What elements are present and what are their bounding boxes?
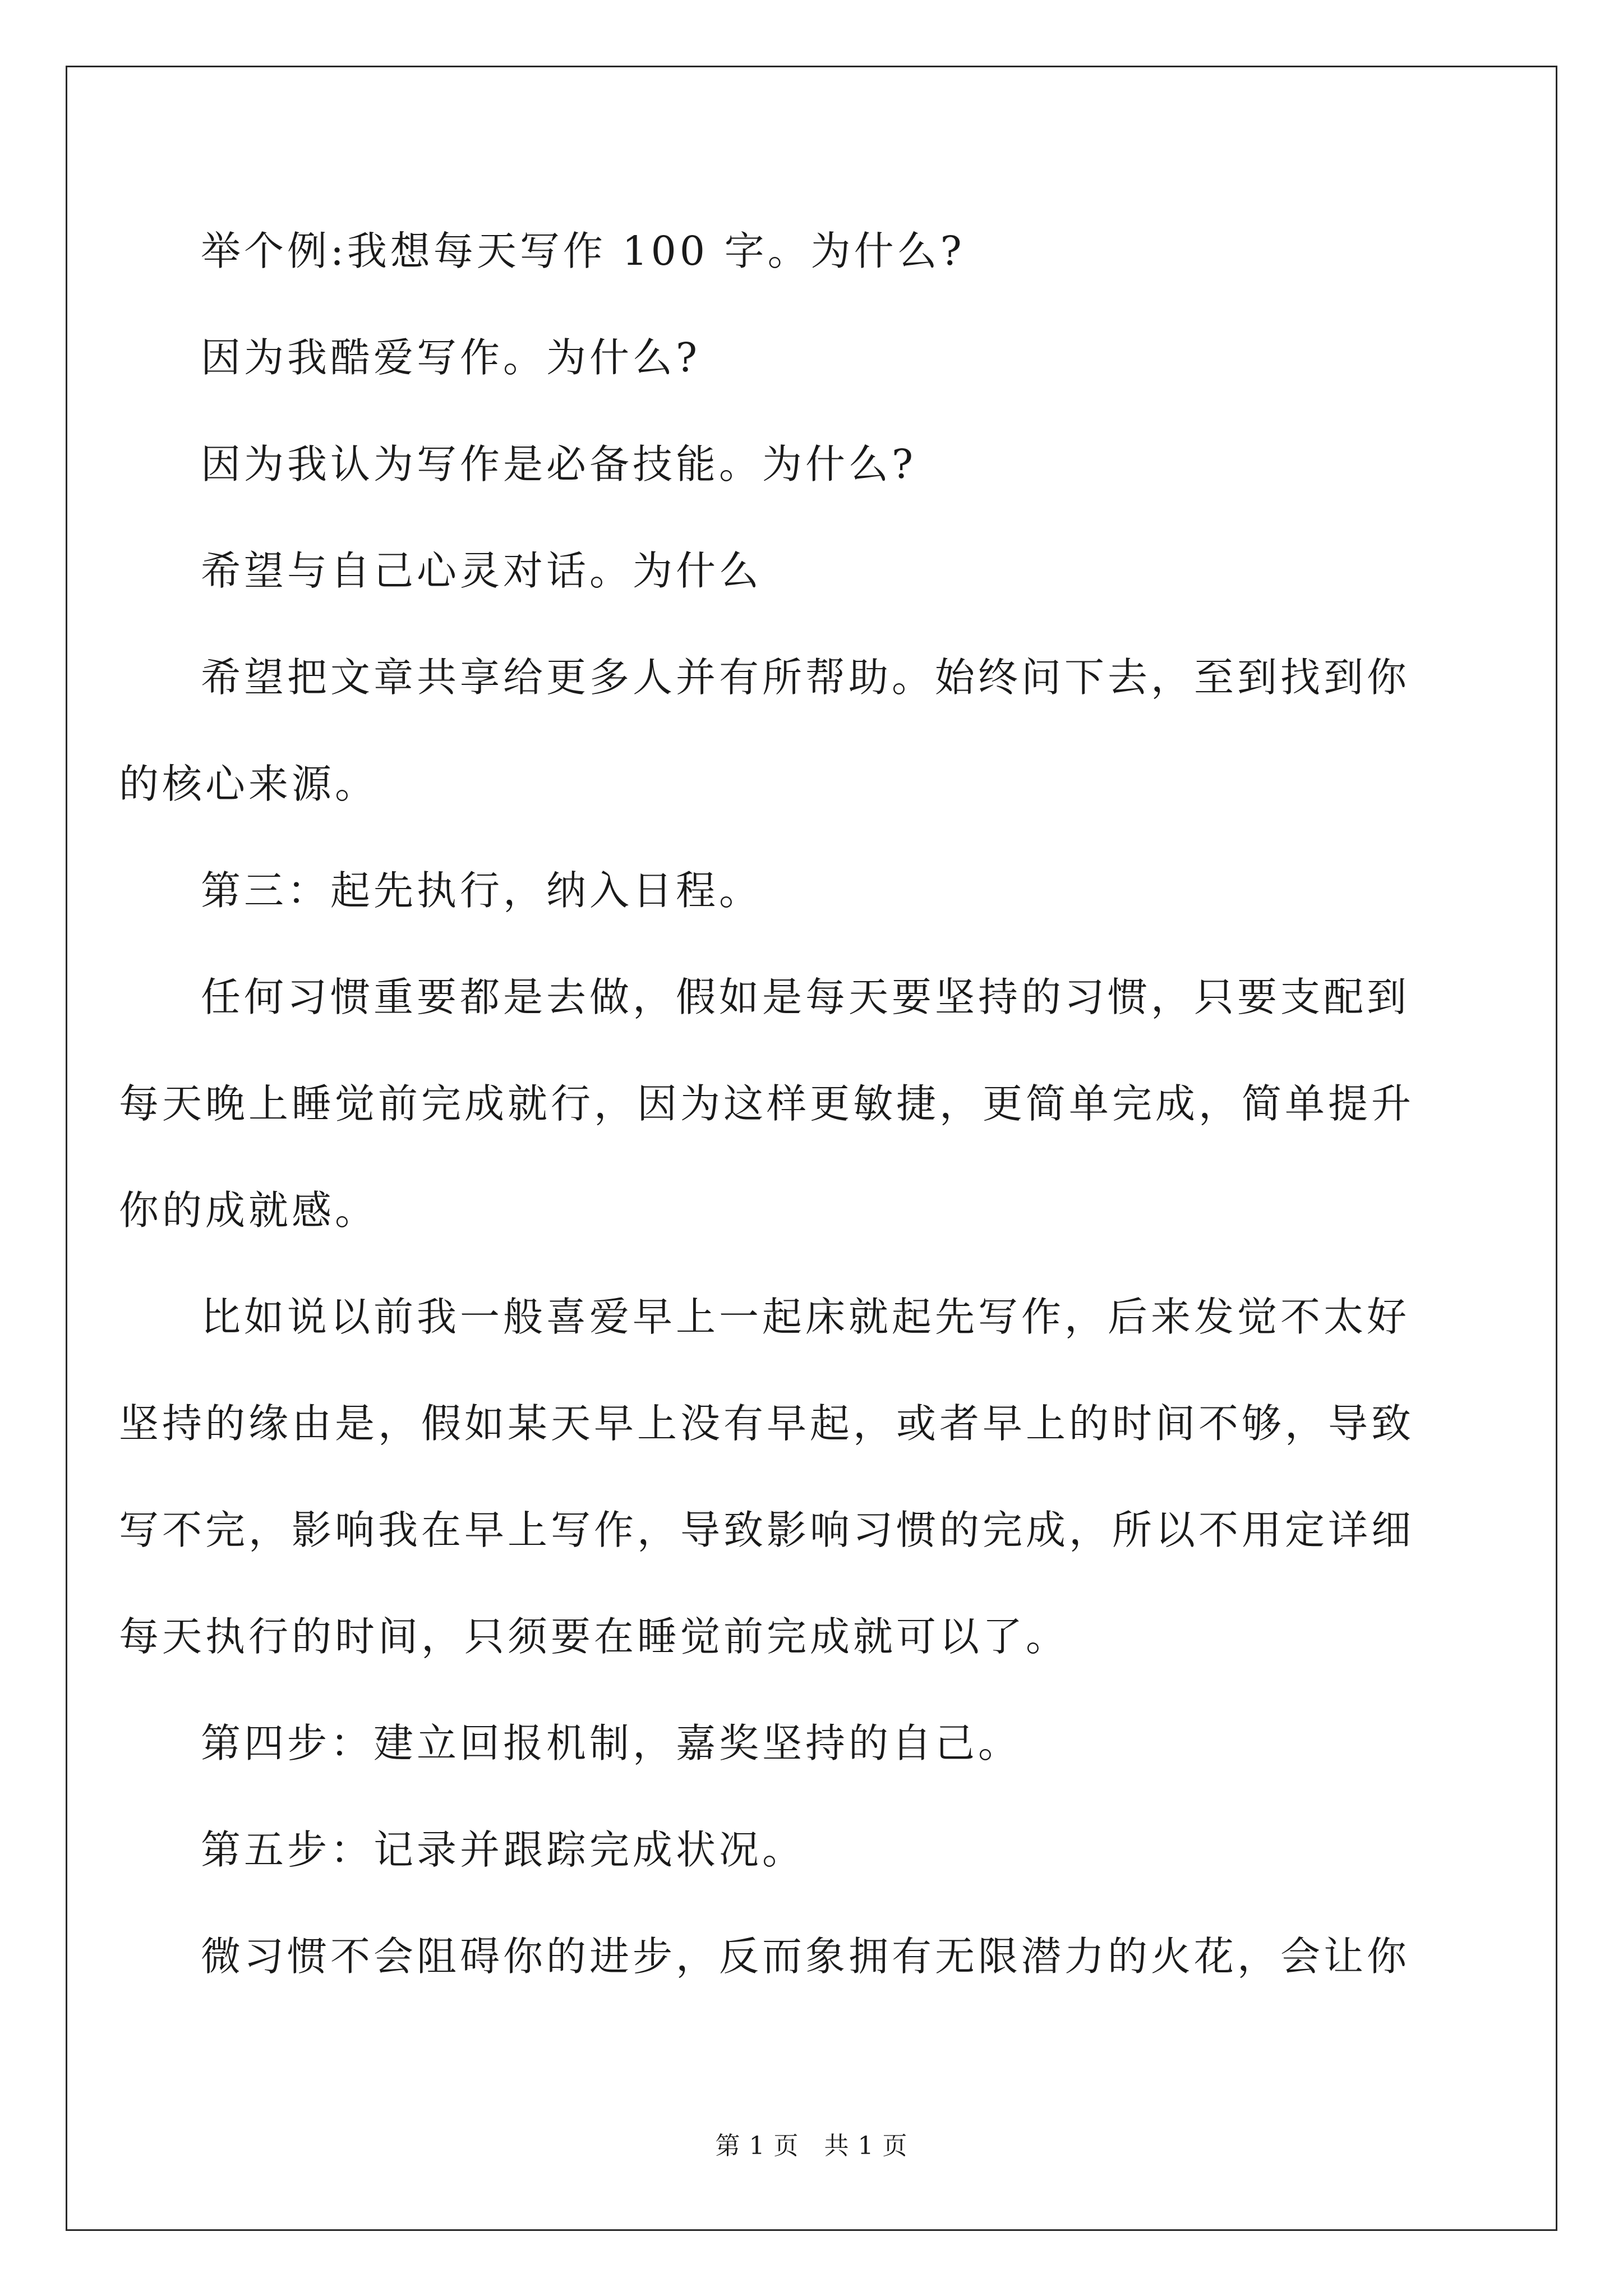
paragraph-line: 坚持的缘由是，假如某天早上没有早起，或者早上的时间不够，导致 <box>119 1400 1415 1447</box>
paragraph-line: 希望与自己心灵对话。为什么 <box>201 547 763 594</box>
paragraph-line: 因为我认为写作是必备技能。为什么? <box>201 441 917 487</box>
paragraph-line: 比如说以前我一般喜爱早上一起床就起先写作，后来发觉不太好 <box>201 1294 1410 1340</box>
paragraph-line: 写不完，影响我在早上写作，导致影响习惯的完成，所以不用定详细 <box>119 1507 1415 1553</box>
paragraph-line: 每天执行的时间，只须要在睡觉前完成就可以了。 <box>119 1613 1069 1660</box>
paragraph-line: 第四步：建立回报机制，嘉奖坚持的自己。 <box>201 1720 1022 1766</box>
paragraph-line: 的核心来源。 <box>119 761 379 807</box>
paragraph-line: 因为我酷爱写作。为什么? <box>201 334 701 381</box>
page-footer <box>0 2129 1623 2163</box>
paragraph-line: 你的成就感。 <box>119 1187 379 1234</box>
paragraph-line: 希望把文章共享给更多人并有所帮助。始终问下去，至到找到你 <box>201 654 1410 701</box>
paragraph-line: 第三：起先执行，纳入日程。 <box>201 867 763 914</box>
paragraph-line: 微习惯不会阻碍你的进步，反而象拥有无限潜力的火花，会让你 <box>201 1933 1410 1980</box>
paragraph-line: 任何习惯重要都是去做，假如是每天要坚持的习惯，只要支配到 <box>201 974 1410 1020</box>
paragraph-line: 第五步：记录并跟踪完成状况。 <box>201 1826 806 1873</box>
paragraph-line: 举个例:我想每天写作 100 字。为什么? <box>201 228 965 274</box>
page-number-label: 第 1 页 共 1 页 <box>715 2132 908 2160</box>
page-border <box>66 66 1557 2231</box>
paragraph-line: 每天晚上睡觉前完成就行，因为这样更敏捷，更简单完成，简单提升 <box>119 1080 1415 1127</box>
